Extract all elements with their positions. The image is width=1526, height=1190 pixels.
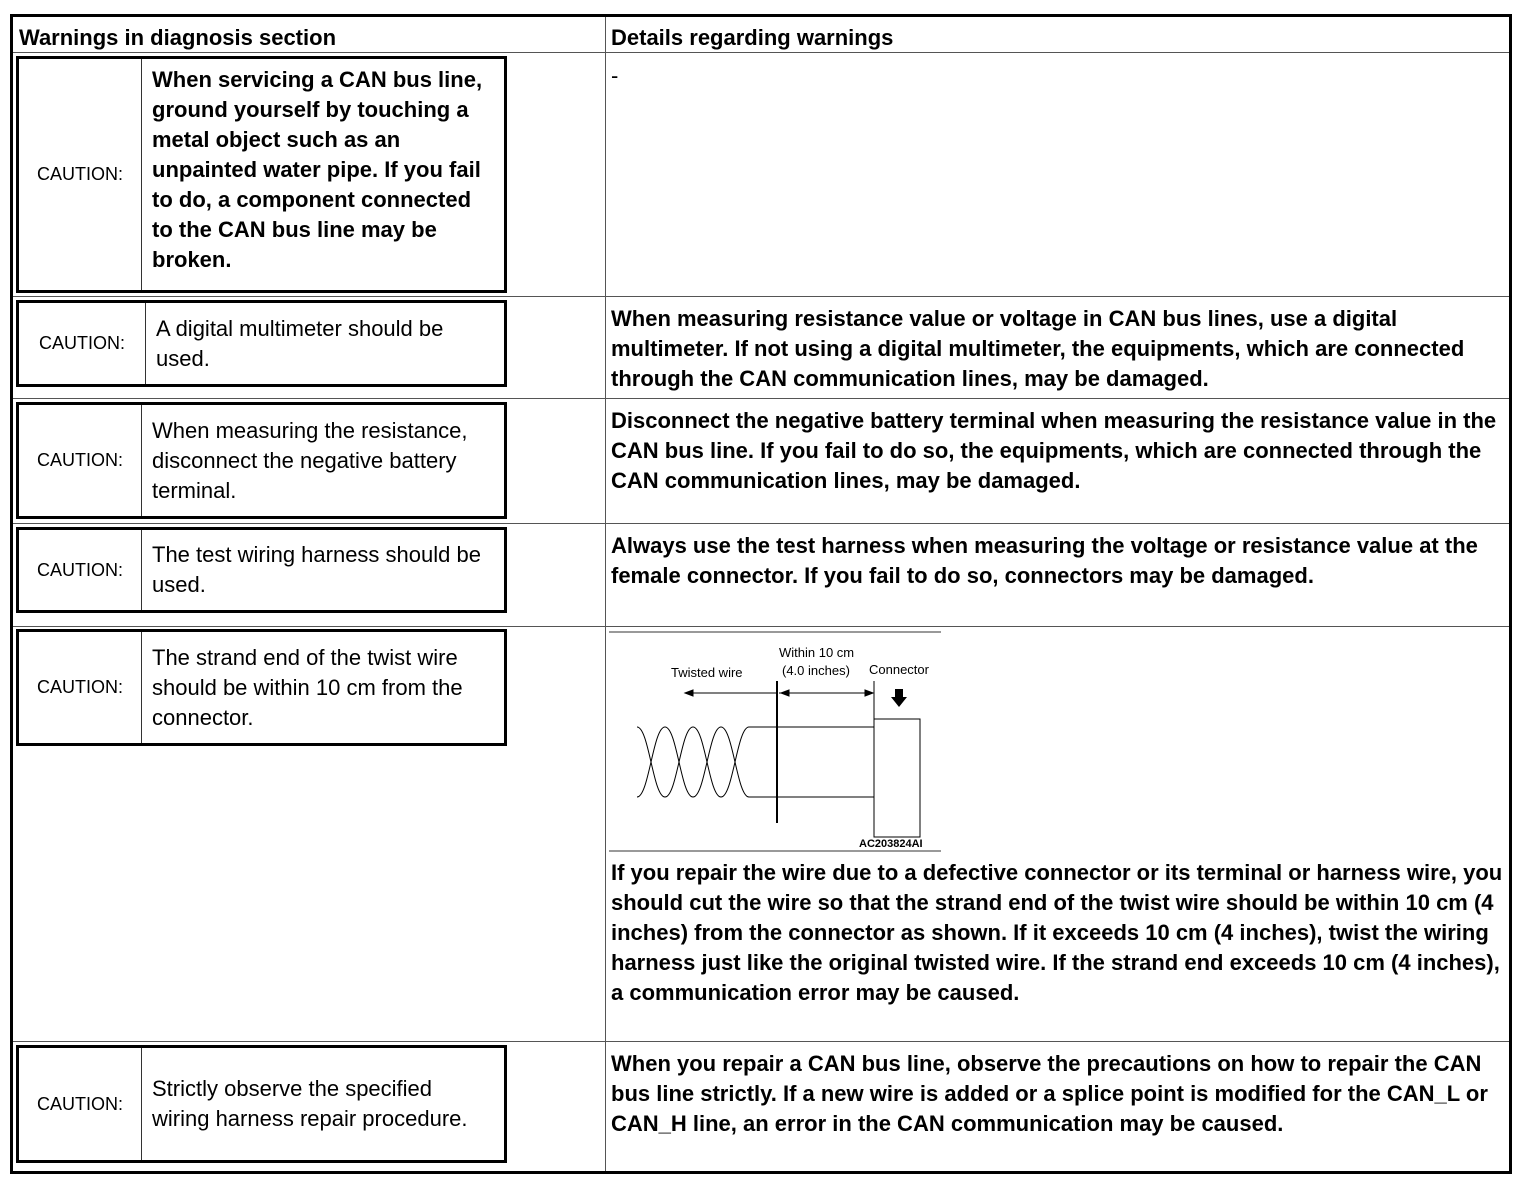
- detail-text: -: [611, 63, 619, 88]
- detail-text: When measuring resistance value or voltage in CAN bus lines, use a digital multimeter. If not using a digital multimeter, the equipments, which are connected through the CAN communication lines, may be damaged.: [611, 306, 1465, 391]
- caution-text: A digital multimeter should be used.: [156, 315, 444, 371]
- connector-label: Connector: [869, 662, 929, 677]
- caution-label: CAUTION:: [19, 1048, 142, 1160]
- caution-label: CAUTION:: [19, 405, 142, 516]
- header-warnings: Warnings in diagnosis section: [19, 25, 337, 50]
- warnings-table: [10, 14, 1512, 1174]
- row-divider: [13, 1041, 1509, 1042]
- detail-text: Disconnect the negative battery terminal when measuring the resistance value in the CAN bus line. If you fail to do so, the equipments, which are connected through the CAN communication lines, may be damaged.: [611, 408, 1497, 493]
- caution-label: CAUTION:: [19, 303, 146, 384]
- caution-text: The test wiring harness should be used.: [152, 542, 481, 597]
- caution-box: [16, 629, 507, 746]
- row-divider: [13, 52, 1509, 53]
- detail-text: When you repair a CAN bus line, observe the precautions on how to repair the CAN bus line strictly. If a new wire is added or a splice point is modified for the CAN_L or CAN_H line, an error in the CAN communication may be caused.: [611, 1051, 1488, 1136]
- within-label-1: Within 10 cm: [779, 645, 855, 660]
- caution-box: [16, 1045, 507, 1163]
- caution-text: The strand end of the twist wire should be within 10 cm from the connector.: [152, 644, 463, 730]
- caution-text: When measuring the resistance, disconnect the negative battery terminal.: [152, 417, 468, 503]
- caution-box: [16, 527, 507, 613]
- caution-label: CAUTION:: [19, 59, 142, 290]
- caution-box: [16, 300, 507, 387]
- column-divider: [605, 17, 606, 1171]
- twisted-wire-diagram: [609, 631, 941, 853]
- header-details: Details regarding warnings: [611, 25, 894, 50]
- row-divider: [13, 398, 1509, 399]
- twisted-wire: [637, 727, 874, 797]
- detail-text: If you repair the wire due to a defective connector or its terminal or harness wire, you should cut the wire so that the strand end of the twist wire should be within 10 cm (4 inches) from the connector as shown. If it exceeds 10 cm (4 inches), twist the wiring harness just like the original twisted wire. If the strand end exceeds 10 cm (4 inches), a communication error may be caused.: [611, 860, 1503, 1005]
- within-label-2: (4.0 inches): [782, 663, 850, 678]
- row-divider: [13, 523, 1509, 524]
- caution-box: [16, 56, 507, 293]
- detail-text: Always use the test harness when measuring the voltage or resistance value at the female connector. If you fail to do so, connectors may be damaged.: [611, 533, 1478, 588]
- caution-label: CAUTION:: [19, 530, 142, 610]
- caution-text: Strictly observe the specified wiring harness repair procedure.: [152, 1076, 468, 1131]
- figure-code: AC203824AI: [859, 838, 923, 850]
- row-divider: [13, 296, 1509, 297]
- arrow-down-icon: [891, 689, 907, 707]
- row-divider: [13, 626, 1509, 627]
- connector-shape: [874, 719, 920, 837]
- caution-label: CAUTION:: [19, 632, 142, 743]
- dimension-arrows: [685, 681, 874, 823]
- caution-text: When servicing a CAN bus line, ground yourself by touching a metal object such as an unpainted water pipe. If you fail to do, a component connected to the CAN bus line may be broken.: [152, 67, 483, 272]
- caution-box: [16, 402, 507, 519]
- twisted-wire-label: Twisted wire: [671, 665, 743, 680]
